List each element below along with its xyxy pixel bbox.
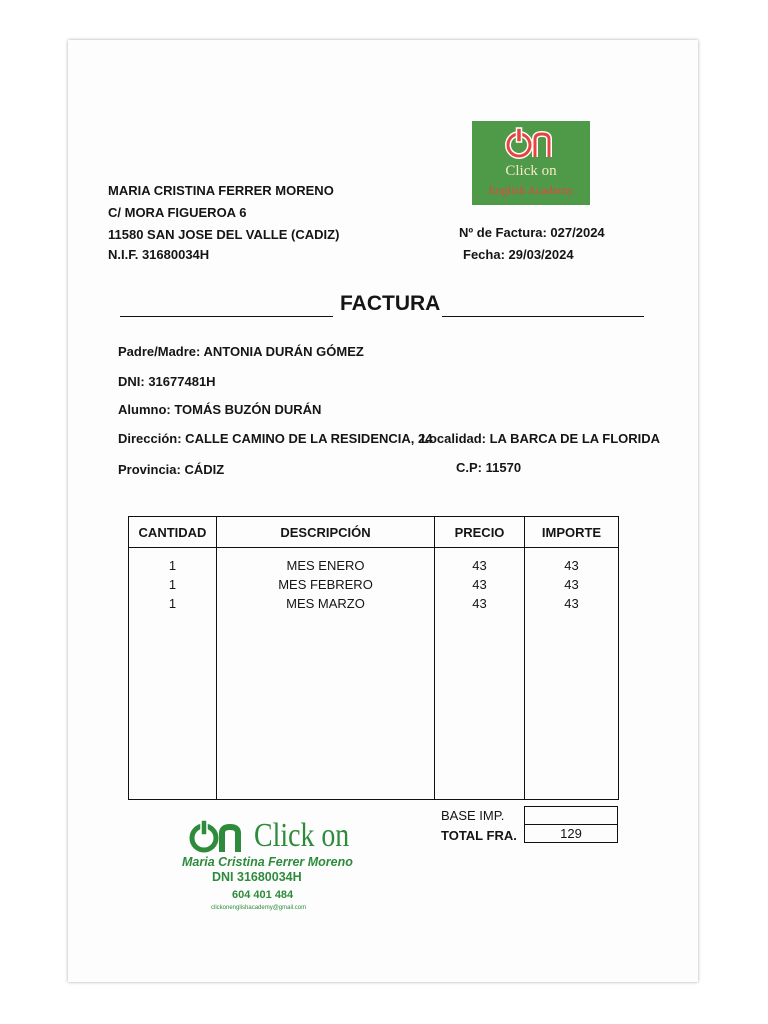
table-header-row (129, 517, 619, 548)
customer-parent: Padre/Madre: ANTONIA DURÁN GÓMEZ (118, 344, 364, 359)
issuer-address-line1: C/ MORA FIGUEROA 6 (108, 205, 247, 220)
stamp-email: clickonenglishacademy@gmail.com (211, 905, 307, 911)
table-cell: 43 (472, 596, 487, 611)
customer-province: Provincia: CÁDIZ (118, 462, 225, 477)
table-cell: 1 (168, 558, 177, 573)
table-cell: 43 (472, 577, 487, 592)
table-cell: 43 (564, 577, 579, 592)
invoice-number: Nº de Factura: 027/2024 (459, 225, 605, 240)
table-cell: 43 (564, 596, 579, 611)
issuer-nif: N.I.F. 31680034H (108, 247, 210, 262)
total-label: TOTAL FRA. (441, 828, 517, 843)
customer-postal-code: C.P: 11570 (456, 460, 522, 475)
logo-power-icon (472, 125, 590, 168)
title-rule-right (442, 316, 644, 317)
invoice-title: FACTURA (340, 292, 441, 315)
issuer-address-line2: 11580 SAN JOSE DEL VALLE (CADIZ) (108, 227, 340, 242)
base-imp-label: BASE IMP. (441, 808, 505, 823)
customer-address: Dirección: CALLE CAMINO DE LA RESIDENCIA, 24 (118, 431, 433, 446)
logo-click-text: Click on (505, 163, 557, 179)
base-imp-value (524, 806, 618, 825)
customer-locality: Localidad: LA BARCA DE LA FLORIDA (421, 431, 661, 446)
title-rule-left (120, 316, 333, 317)
table-body (129, 548, 619, 800)
table-cell: 1 (168, 596, 177, 611)
table-cell: 1 (168, 577, 177, 592)
table-cell: MES FEBRERO (278, 577, 373, 592)
logo-academy-text: English Academy (488, 183, 574, 197)
customer-dni: DNI: 31677481H (118, 374, 216, 389)
qty-column (129, 548, 217, 800)
stamp-dni: DNI 31680034H (212, 870, 302, 884)
amount-column (525, 548, 619, 800)
header-precio: PRECIO (435, 517, 525, 548)
stamp-phone: 604 401 484 (232, 889, 294, 901)
stamp-name: Maria Cristina Ferrer Moreno (182, 855, 353, 869)
stamp-click-text: Click on (254, 817, 350, 854)
header-descripcion: DESCRIPCIÓN (217, 517, 435, 548)
table-cell: 43 (472, 558, 487, 573)
customer-student: Alumno: TOMÁS BUZÓN DURÁN (118, 402, 322, 417)
items-table (128, 516, 619, 800)
academy-logo (472, 121, 590, 205)
header-cantidad: CANTIDAD (129, 517, 217, 548)
header-importe: IMPORTE (525, 517, 619, 548)
invoice-date: Fecha: 29/03/2024 (463, 247, 574, 262)
price-column (435, 548, 525, 800)
desc-column (217, 548, 435, 800)
table-cell: MES ENERO (286, 558, 365, 573)
table-cell: MES MARZO (286, 596, 365, 611)
issuer-name: MARIA CRISTINA FERRER MORENO (108, 183, 334, 198)
total-value: 129 (524, 824, 618, 843)
table-cell: 43 (564, 558, 579, 573)
